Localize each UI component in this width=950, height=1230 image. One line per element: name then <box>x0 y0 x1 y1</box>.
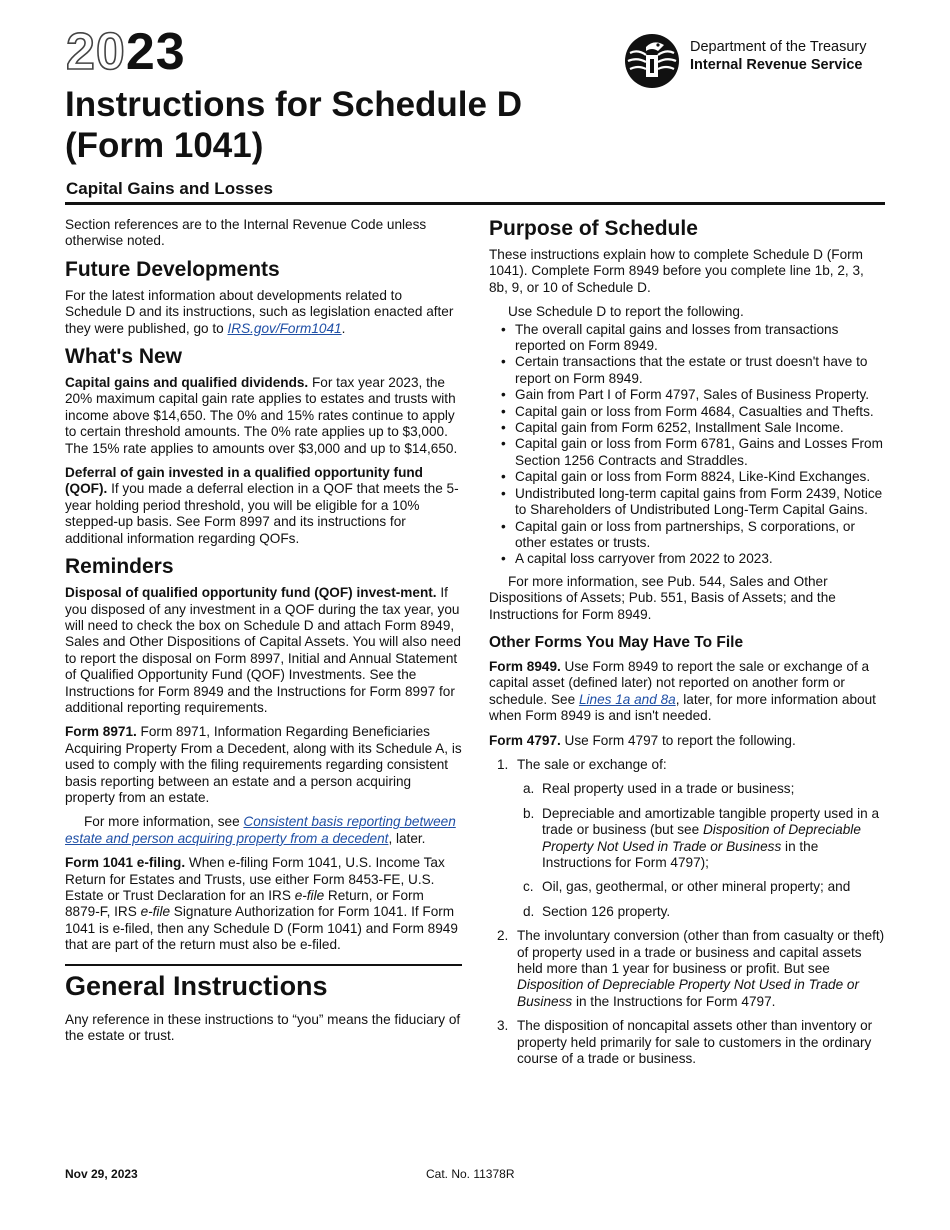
bullet-icon: • <box>501 321 506 337</box>
form-4797-paragraph: Form 4797. Use Form 4797 to report the following. <box>489 732 796 748</box>
bullet-icon: • <box>501 485 506 501</box>
year-solid: 23 <box>125 23 186 81</box>
irs-form1041-link[interactable]: IRS.gov/Form1041 <box>227 320 342 336</box>
more-info-text: For more information, see Pub. 544, Sales and Other Dispositions of Assets; Pub. 551, Basis of Assets; and the Instructions for Form 8949. <box>489 573 836 622</box>
purpose-text: These instructions explain how to complete Schedule D (Form 1041). Complete Form 8949 before you complete line 1b, 2, 3, 8b, 9, or 10 of Schedule D. <box>489 247 864 295</box>
use-schedule-text: Use Schedule D to report the following. <box>508 304 744 320</box>
efiling-paragraph: Form 1041 e-filing. When e-filing Form 1041, U.S. Income Tax Return for Estates and Trusts, use either Form 8453-FE, U.S. Estate or Trust Declaration for an IRS e-file Return, or Form 8879-F, IRS e-file Signature Authorization for Form 1041. If Form 1041 is e-filed, then any Schedule D (Form 1041) and Form 8949 that are part of the return must also be e-filed. <box>65 855 458 953</box>
bullet-icon: • <box>501 354 506 370</box>
list-item: d. Section 126 property. <box>523 903 671 919</box>
capital-gains-paragraph: Capital gains and qualified dividends. For tax year 2023, the 20% maximum capital gain rate applies to estates and trusts with income above $14,650. The 0% and 15% rates continue to apply to certain threshold amounts. The 0% rate applies up to $3,000. The 15% rate applies to amounts over $3,000 and up to $14,650. <box>65 375 458 456</box>
dept-line-1: Department of the Treasury <box>690 39 867 55</box>
purpose-heading: Purpose of Schedule <box>489 217 698 240</box>
qof-disposal-paragraph: Disposal of qualified opportunity fund (QOF) invest-ment. If you disposed of any investment in a QOF during the tax year, you will need to check the box on Schedule D and attach Form 8949, Sales and Other Dispositions of Capital Assets. You will also need to report the disposal on Form 8997, Initial and Annual Statement of Qualified Opportunity Fund (QOF) Investments. See the Instructions for Form 8949 and the Instructions for Form 8997 for additional reporting requirements. <box>65 585 461 715</box>
list-item: 2. The involuntary conversion (other than from casualty or theft) of property used in a trade or business and capital assets held more than 1 year for business or profit. But see Disposition of Depreciable Property Not Used in Trade or Business in the Instructions for Form 4797. <box>497 928 885 1009</box>
consistent-basis-link[interactable]: Consistent basis reporting between estate and person acquiring property from a decedent <box>65 814 456 846</box>
list-item: 1. The sale or exchange of: a. Real property used in a trade or business; b. Depreciable and amortizable tangible property used in a trade or business (but see Disposition of Depreciable Property Not Used in Trade or Business in the Instructions for Form 4797); c. Oil, gas, geothermal, or other mineral property; and d. Section 126 property. <box>489 757 885 920</box>
whats-new-heading: What's New <box>65 345 183 369</box>
general-instructions-heading: General Instructions <box>65 964 462 1002</box>
list-item: c. Oil, gas, geothermal, or other mineral property; and <box>523 879 851 895</box>
form-year <box>66 23 186 81</box>
list-item: • Capital gain from Form 6252, Installment Sale Income. <box>501 420 844 436</box>
list-item: • Capital gain or loss from Form 6781, Gains and Losses From Section 1256 Contracts and Straddles. <box>501 436 883 468</box>
bullet-icon: • <box>501 469 506 485</box>
list-item: • Capital gain or loss from Form 8824, Like-Kind Exchanges. <box>501 469 871 485</box>
intro-text: Section references are to the Internal Revenue Code unless otherwise noted. <box>65 217 427 249</box>
irs-eagle-icon <box>624 33 684 89</box>
right-column <box>489 213 885 1075</box>
future-developments-heading: Future Developments <box>65 257 280 281</box>
bullet-icon: • <box>501 518 506 534</box>
list-item: • Undistributed long-term capital gains from Form 2439, Notice to Shareholders of Undistributed Long-Term Capital Gains. <box>501 485 883 518</box>
bullet-icon: • <box>501 387 506 403</box>
reminders-heading: Reminders <box>65 555 174 579</box>
list-item: • Capital gain or loss from partnerships, S corporations, or other estates or trusts. <box>501 518 855 550</box>
general-instructions-text: Any reference in these instructions to “you” means the fiduciary of the estate or trust. <box>65 1011 461 1044</box>
form-4797-list <box>489 757 885 1068</box>
header-rule <box>65 202 885 205</box>
bullet-icon: • <box>501 551 506 567</box>
sub-list <box>517 781 885 920</box>
left-column <box>65 217 462 1052</box>
list-item: • A capital loss carryover from 2022 to 2023. <box>501 551 773 567</box>
consistent-basis-paragraph: For more information, see Consistent basis reporting between estate and person acquiring property from a decedent, later. <box>65 814 456 846</box>
list-item: • Certain transactions that the estate or trust doesn't have to report on Form 8949. <box>501 354 868 386</box>
footer-date: Nov 29, 2023 <box>65 1167 138 1181</box>
list-item: 3. The disposition of noncapital assets other than inventory or property held primarily for sale to customers in the ordinary course of a trade or business. <box>497 1018 873 1067</box>
bullet-icon: • <box>501 436 506 452</box>
title-line-1: Instructions for Schedule D <box>65 85 522 124</box>
future-developments-text: For the latest information about developments related to Schedule D and its instructions, such as legislation enacted after they were published, go to IRS.gov/Form1041. <box>65 287 454 336</box>
year-outline: 20 <box>66 23 126 81</box>
bullet-icon: • <box>501 420 506 436</box>
form-8971-paragraph: Form 8971. Form 8971, Information Regarding Beneficiaries Acquiring Property From a Decedent, along with its Schedule A, is used to comply with the filing requirements regarding consistent basis reporting between an estate and a person acquiring property from an estate. <box>65 724 462 805</box>
title-line-2: (Form 1041) <box>65 126 264 165</box>
other-forms-heading: Other Forms You May Have To File <box>489 633 744 651</box>
list-item: • Capital gain or loss from Form 4684, Casualties and Thefts. <box>501 403 874 419</box>
page-title <box>65 84 625 166</box>
qof-deferral-paragraph: Deferral of gain invested in a qualified opportunity fund (QOF). If you made a deferral election in a QOF that meets the 5-year holding period threshold, you will be eligible for a 10% stepped-up basis. See Form 8997 and its instructions for additional information regarding QOFs. <box>65 465 459 546</box>
list-item: a. Real property used in a trade or business; <box>523 781 795 797</box>
purpose-bullet-list <box>489 322 885 568</box>
footer-cat-number: Cat. No. 11378R <box>426 1167 515 1181</box>
bullet-icon: • <box>501 403 506 419</box>
list-item: b. Depreciable and amortizable tangible property used in a trade or business (but see Disposition of Depreciable Property Not Used in Trade or Business in the Instructions for Form 4797); <box>523 805 880 870</box>
list-item: • The overall capital gains and losses from transactions reported on Form 8949. <box>501 321 839 354</box>
dept-line-2: Internal Revenue Service <box>690 57 863 73</box>
department-label <box>690 38 867 74</box>
form-8949-paragraph: Form 8949. Use Form 8949 to report the sale or exchange of a capital asset (defined later) not reported on another form or schedule. See Lines 1a and 8a, later, for more information about when Form 8949 is and isn't needed. <box>489 658 876 724</box>
list-item: • Gain from Part I of Form 4797, Sales of Business Property. <box>501 387 870 403</box>
lines-1a-8a-link[interactable]: Lines 1a and 8a <box>578 691 676 707</box>
page-subtitle: Capital Gains and Losses <box>66 179 273 198</box>
